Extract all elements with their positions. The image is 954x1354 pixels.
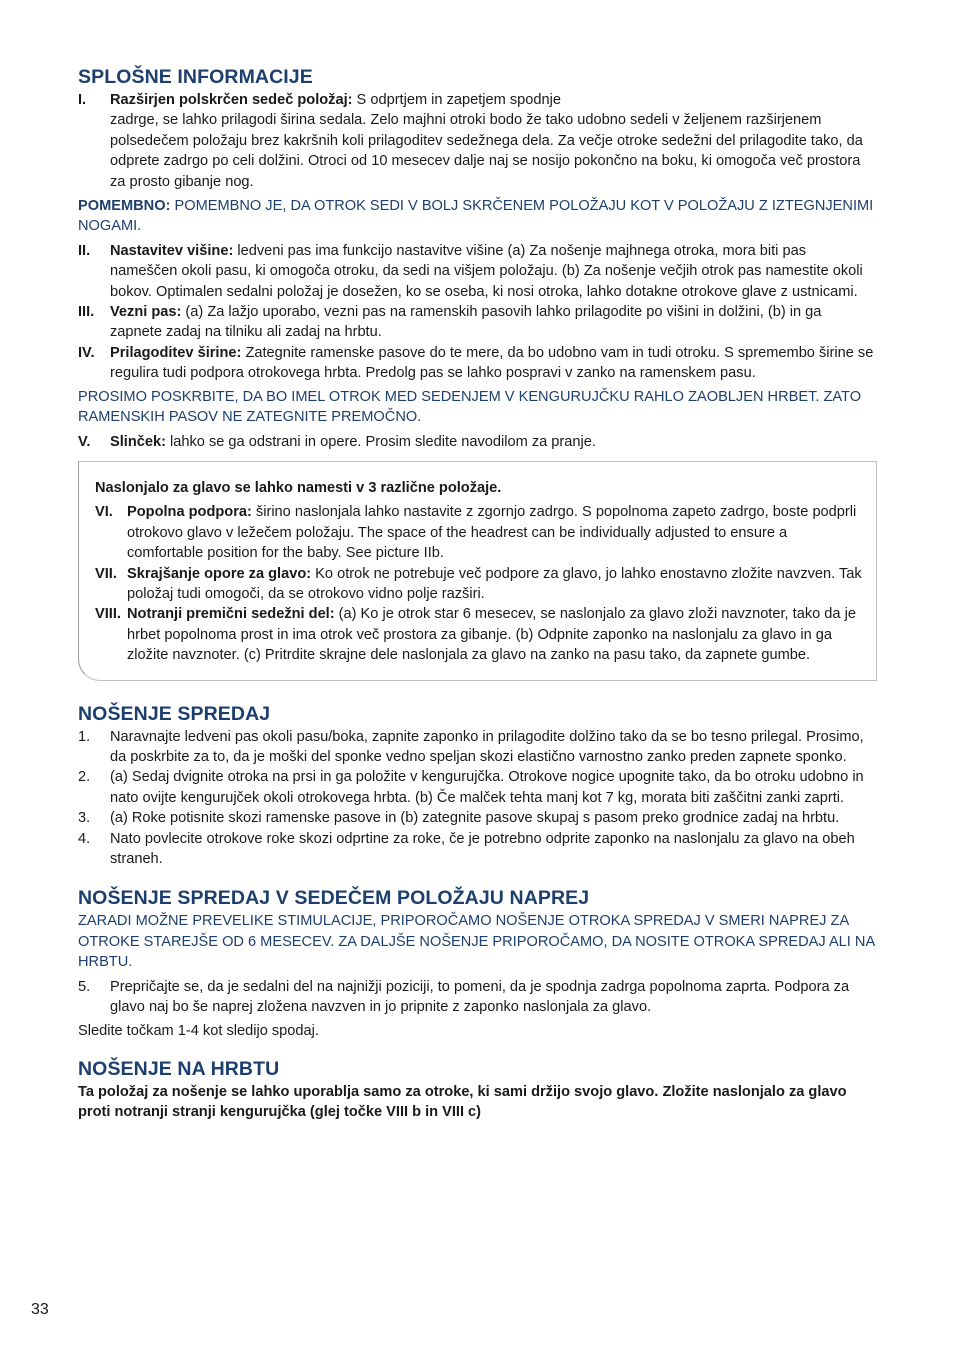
list-item-viii [95,604,866,665]
item-text: ledveni pas ima funkcijo nastavitve višine (a) Za nošenje majhnega otroka, mora biti pas nameščen okoli pasu, ki omogoča otroku, da sedi na višjem položaju. (b) Za nošenje večjih otrok pas namestite okoli bokov. Optimalen sedalni položaj je dosežen, ko se oseba, ki nosi otroka, lahko dotakne otrokove glave z ustnicami. [110,242,863,300]
list-item-vii [95,564,866,605]
item-number: IV. [78,344,95,361]
item-text: zadrge, se lahko prilagodi širina sedala. Zelo majhni otroki bodo že tako udobno sedeli v željenem razširjenem polsedečem položaju brez kakršnih koli prilagoditev sedežnega dela. Za večje otroke sedežni del prilagodite tako, da odprete zadrgo po celi dolžini. Otroci od 10 mesecev dalje naj se nosijo pokončno na boku, ki omogoča več prostora za prosto gibanje nog. [110,112,863,190]
notice-text: POMEMBNO JE, DA OTROK SEDI V BOLJ SKRČENEM POLOŽAJU KOT V POLOŽAJU Z IZTEGNJENIMI NOGAMI. [78,198,874,235]
important-notice [78,196,877,237]
item-text: (a) Za lažjo uporabo, vezni pas na ramenskih pasovih lahko prilagodite po višini in dolžini, (b) in ga zapnete zadaj na tilniku ali zadaj na hrbtu. [110,304,822,341]
item-number: III. [78,304,95,321]
list-item-vi [95,502,866,563]
item-number: 2. [78,769,91,786]
follow-instruction: Sledite točkam 1-4 kot sledijo spodaj. [78,1023,319,1040]
item-number: V. [78,433,91,450]
page-content [78,64,877,1123]
list-item-v [78,432,877,452]
list-item-iv [78,343,877,384]
item-text: Prepričajte se, da je sedalni del na najnižji poziciji, to pomeni, da je spodnja zadrga popolnoma zaprta. Podpora za glavo naj bo še naprej zložena navzven in jo pripnite z zaponko naslonjala za glavo. [110,978,850,1016]
item-number: I. [78,92,87,108]
item-number: II. [78,242,91,259]
item-text: (a) Ko je otrok star 6 mesecev, se naslonjalo za glavo zloži navznoter, tako da je hrbet popolnoma prost in ima otrok več prostora za gibanje. (b) Odpnite zaponko na naslonjalu za glavo in ga zložite navznoter. (c) Pritrdite skrajne dele naslonjala za glavo na zanko na pasu tako, da zapnete gumbe. [127,606,856,664]
list-item-iii [78,302,877,343]
box-intro: Naslonjalo za glavo se lahko namesti v 3 različne položaje. [95,479,502,496]
item-text: širino naslonjala lahko nastavite z zgornjo zadrgo. S popolnoma zapeto zadrgo, boste podprli otrokovo glavo v ležečem položaju. The space of the headrest can be individually adjusted to ensure a comfortable position for the baby. See picture IIb. [127,504,857,562]
item-text: (a) Roke potisnite skozi ramenske pasove in (b) zategnite pasove skupaj s pasom preko grodnice zadaj na hrbtu. [110,810,840,827]
item-text: Ko otrok ne potrebuje več podpore za glavo, jo lahko enostavno zložite navzven. Tak položaj tudi omogoči, da se otrokovo vidno polje razširi. [127,565,862,602]
section-heading-front: NOŠENJE SPREDAJ [78,702,271,725]
item-number: VII. [95,565,117,582]
list-item [78,727,877,768]
item-lead: Nastavitev višine: [110,242,234,259]
item-text: Naravnajte ledveni pas okoli pasu/boka, zapnite zaponko in prilagodite dolžino tako da se bo tesno prilegal. Prosimo, da poskrbite za to, da je moški del sponke vedno speljan skozi elastično varnostno zanko preden zapnete sponko. [110,728,864,765]
back-carry-text: Ta položaj za nošenje se lahko uporablja samo za otroke, ki sami držijo svojo glavo. Zložite naslonjalo za glavo proti notranji stranji kengurujčka (glej točke VIII b in VIII c) [78,1083,847,1121]
item-text: Zategnite ramenske pasove do te mere, da bo udobno vam in tudi otroku. S spremembo širine se regulira tudi podpora otrokovega hrbta. Predolg pas se lahko pospravi v zanko na ramenskem pasu. [110,344,874,382]
notice-forward: ZARADI MOŽNE PREVELIKE STIMULACIJE, PRIPOROČAMO NOŠENJE OTROKA SPREDAJ V SMERI NAPREJ ZA OTROKE STAREJŠE OD 6 MESECEV. ZA DALJŠE NOŠENJE PRIPOROČAMO, DA NOSITE OTROKA SPREDAJ ALI NA HRBTU. [78,913,875,971]
list-item [78,767,877,808]
item-number: 1. [78,728,91,745]
item-lead: Popolna podpora: [127,504,252,521]
item-number: VIII. [95,606,121,623]
section-heading-back: NOŠENJE NA HRBTU [78,1057,280,1080]
list-item-i [78,90,877,192]
item-lead: Razširjen polskrčen sedeč položaj: [110,92,353,108]
item-number: 4. [78,830,91,847]
notice-lead: POMEMBNO: [78,198,171,215]
item-text: S odprtjem in zapetjem spodnje [352,92,561,108]
item-number: 3. [78,810,91,827]
notice-rounded-back: PROSIMO POSKRBITE, DA BO IMEL OTROK MED SEDENJEM V KENGURUJČKU RAHLO ZAOBLJEN HRBET. ZATO RAMENSKIH PASOV NE ZATEGNITE PREMOČNO. [78,388,862,426]
page-number: 33 [31,1301,49,1318]
item-lead: Slinček: [110,433,166,450]
item-text: (a) Sedaj dvignite otroka na prsi in ga položite v kengurujčka. Otrokove nogice upognite tako, da bo otroku udobno in nato ovijte kengurujček okoli otrokovega hrbta. (b) Če malček tehta manj kot 7 kg, morata biti zaščitni zanki zaprti. [110,769,864,806]
item-text: Nato povlecite otrokove roke skozi odprtine za roke, če je potrebno odprite zaponko na naslonjalu za glavo na obeh straneh. [110,830,855,867]
item-lead: Notranji premični sedežni del: [127,606,335,623]
headrest-info-box [78,461,877,681]
list-item [78,808,877,828]
item-lead: Skrajšanje opore za glavo: [127,565,312,582]
item-text: lahko se ga odstrani in opere. Prosim sledite navodilom za pranje. [165,433,596,450]
section-heading-general: SPLOŠNE INFORMACIJE [78,66,313,88]
section-heading-forward: NOŠENJE SPREDAJ V SEDEČEM POLOŽAJU NAPREJ [78,887,590,910]
list-item-ii [78,241,877,302]
list-item [78,977,877,1018]
item-lead: Vezni pas: [110,304,182,321]
item-number: VI. [95,504,113,521]
item-number: 5. [78,978,91,995]
item-lead: Prilagoditev širine: [110,344,242,361]
list-item [78,829,877,870]
